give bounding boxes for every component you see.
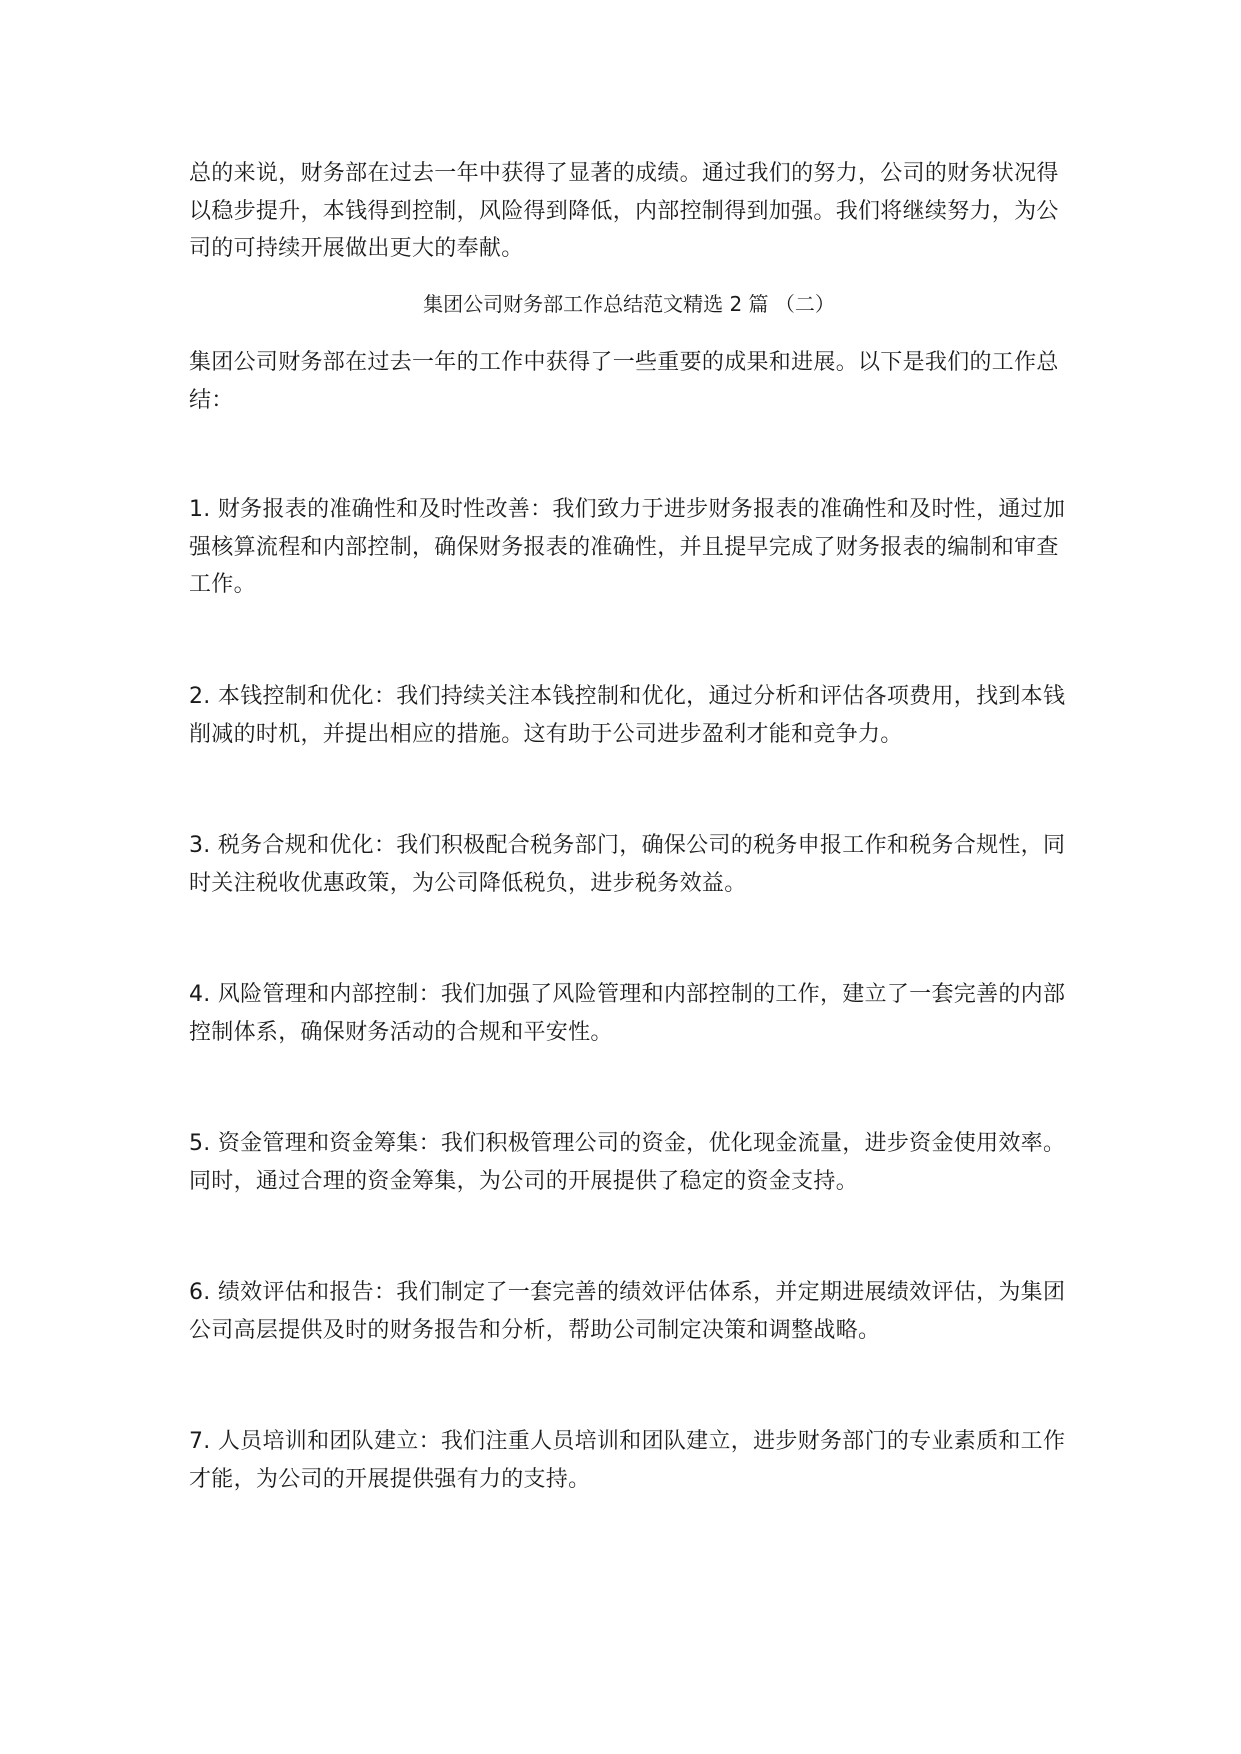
section-title: 集团公司财务部工作总结范文精选 2 篇 （二） — [423, 292, 835, 316]
list-item: 6. 绩效评估和报告：我们制定了一套完善的绩效评估体系，并定期进展绩效评估，为集团公司高层提供及时的财务报告和分析，帮助公司制定决策和调整战略。 — [189, 1280, 1066, 1343]
list-item: 3. 税务合规和优化：我们积极配合税务部门，确保公司的税务申报工作和税务合规性，同时关注税收优惠政策，为公司降低税负，进步税务效益。 — [189, 833, 1066, 896]
list-item: 2. 本钱控制和优化：我们持续关注本钱控制和优化，通过分析和评估各项费用，找到本钱削减的时机，并提出相应的措施。这有助于公司进步盈利才能和竞争力。 — [189, 684, 1066, 747]
closing-paragraph: 总的来说，财务部在过去一年中获得了显著的成绩。通过我们的努力，公司的财务状况得以稳步提升，本钱得到控制，风险得到降低，内部控制得到加强。我们将继续努力，为公司的可持续开展做出更大的奉献。 — [189, 161, 1059, 261]
list-item: 5. 资金管理和资金筹集：我们积极管理公司的资金，优化现金流量，进步资金使用效率。同时，通过合理的资金筹集，为公司的开展提供了稳定的资金支持。 — [189, 1131, 1066, 1194]
list-item: 7. 人员培训和团队建立：我们注重人员培训和团队建立，进步财务部门的专业素质和工作才能，为公司的开展提供强有力的支持。 — [189, 1429, 1066, 1492]
list-item: 4. 风险管理和内部控制：我们加强了风险管理和内部控制的工作，建立了一套完善的内部控制体系，确保财务活动的合规和平安性。 — [189, 982, 1066, 1045]
summary-intro-paragraph: 集团公司财务部在过去一年的工作中获得了一些重要的成果和进展。以下是我们的工作总结： — [189, 350, 1059, 413]
list-item: 1. 财务报表的准确性和及时性改善：我们致力于进步财务报表的准确性和及时性，通过加强核算流程和内部控制，确保财务报表的准确性，并且提早完成了财务报表的编制和审查工作。 — [189, 497, 1066, 597]
